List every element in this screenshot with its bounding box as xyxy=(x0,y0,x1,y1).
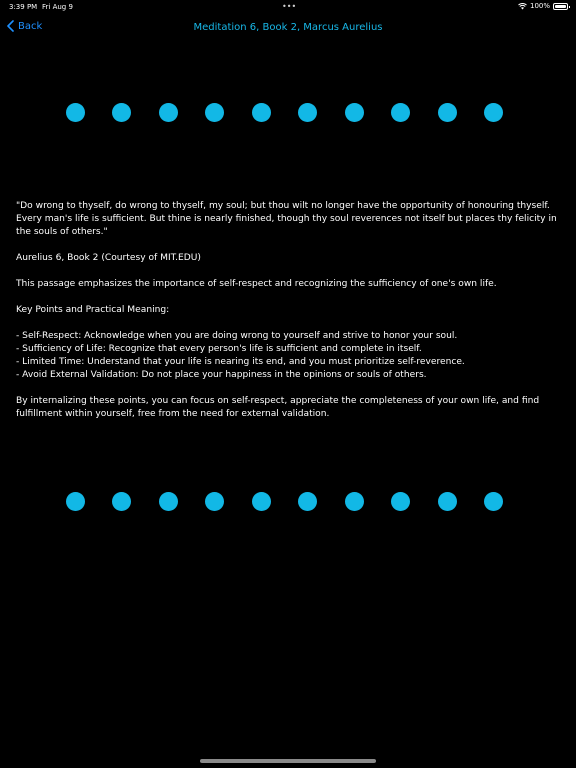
battery-icon xyxy=(553,3,568,10)
decorative-dot xyxy=(159,492,178,511)
wifi-icon xyxy=(518,3,527,10)
decorative-dot xyxy=(252,103,271,122)
status-time: 3:39 PM xyxy=(9,3,38,11)
decorative-dot xyxy=(159,103,178,122)
decorative-dot xyxy=(391,103,410,122)
key-point-item: - Avoid External Validation: Do not place your happiness in the opinions or souls of others. xyxy=(16,370,427,380)
page-title: Meditation 6, Book 2, Marcus Aurelius xyxy=(193,22,383,33)
conclusion-text: By internalizing these points, you can focus on self-respect, appreciate the completeness of your own life, and find fulfillment within yourself, free from the need for external validation. xyxy=(16,396,540,419)
decorative-dot xyxy=(391,492,410,511)
multitasking-dots[interactable]: ••• xyxy=(282,2,297,11)
source-text: Aurelius 6, Book 2 (Courtesy of MIT.EDU) xyxy=(16,253,201,263)
back-label: Back xyxy=(18,20,43,32)
key-point-item: - Self-Respect: Acknowledge when you are doing wrong to yourself and strive to honor your soul. xyxy=(16,331,458,341)
decorative-dot xyxy=(345,103,364,122)
status-date: Fri Aug 9 xyxy=(42,3,73,11)
intro-text: This passage emphasizes the importance of self-respect and recognizing the sufficiency of one's own life. xyxy=(16,279,497,289)
decorative-dot xyxy=(484,103,503,122)
navigation-bar xyxy=(0,14,576,42)
decorative-dot xyxy=(112,492,131,511)
key-point-item: - Limited Time: Understand that your life is nearing its end, and you must prioritize self-reverence. xyxy=(16,357,465,367)
meditation-content xyxy=(16,200,564,421)
key-point-item: - Sufficiency of Life: Recognize that every person's life is sufficient and complete in itself. xyxy=(16,344,422,354)
top-dot-row xyxy=(0,103,576,123)
quote-text: "Do wrong to thyself, do wrong to thyself, my soul; but thou wilt no longer have the opportunity of honouring thyself. Every man's life is sufficient. But thine is nearly finished, though thy soul reverences not itself but places thy felicity in the souls of others." xyxy=(16,201,557,237)
decorative-dot xyxy=(205,492,224,511)
key-points-heading: Key Points and Practical Meaning: xyxy=(16,305,170,315)
decorative-dot xyxy=(66,492,85,511)
decorative-dot xyxy=(205,103,224,122)
decorative-dot xyxy=(438,103,457,122)
decorative-dot xyxy=(484,492,503,511)
decorative-dot xyxy=(298,492,317,511)
battery-percent: 100% xyxy=(529,2,550,10)
status-indicators xyxy=(518,2,568,10)
bottom-dot-row xyxy=(0,492,576,512)
decorative-dot xyxy=(298,103,317,122)
decorative-dot xyxy=(112,103,131,122)
decorative-dot xyxy=(345,492,364,511)
decorative-dot xyxy=(252,492,271,511)
decorative-dot xyxy=(438,492,457,511)
status-bar xyxy=(0,0,576,14)
decorative-dot xyxy=(66,103,85,122)
home-indicator[interactable] xyxy=(200,759,376,763)
